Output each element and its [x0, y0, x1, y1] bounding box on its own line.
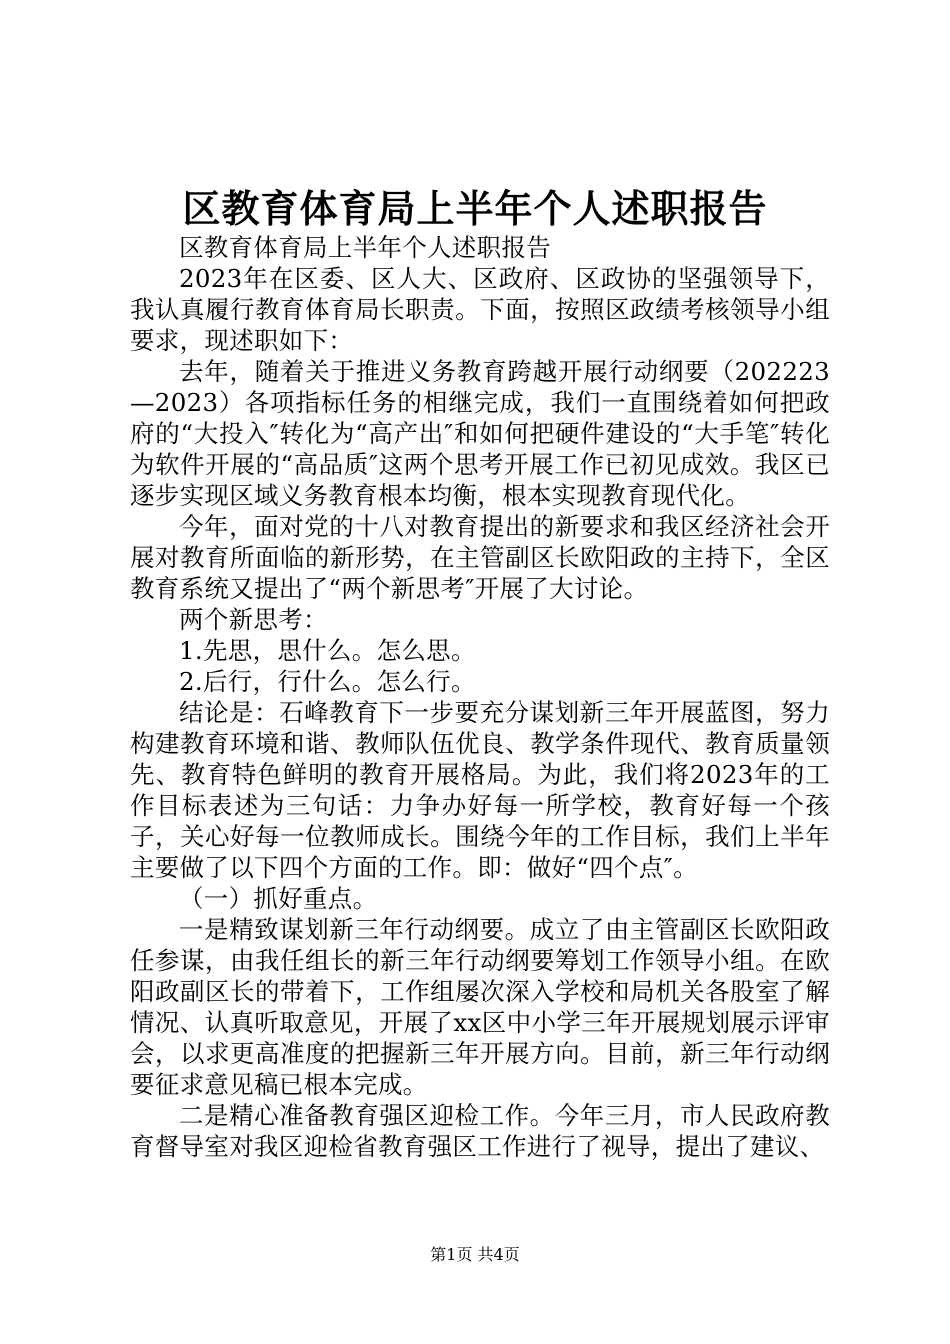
document-title: 区教育体育局上半年个人述职报告 — [182, 186, 768, 231]
paragraph-item-1: 一是精致谋划新三年行动纲要。成立了由主管副区长欧阳政任参谋，由我任组长的新三年行动纲要筹划工作领导小组。在欧阳政副区长的带着下，工作组屡次深入学校和局机关各股室了解情况、认真听取意见，开展了xx区中小学三年开展规划展示评审会，以求更高准度的把握新三年开展方向。目前，新三年行动纲要征求意见稿已根本完成。 — [130, 915, 830, 1099]
paragraph-subtitle: 区教育体育局上半年个人述职报告 — [179, 233, 551, 262]
page-footer: 第1页 共4页 — [430, 1245, 520, 1264]
paragraph-intro: 2023年在区委、区人大、区政府、区政协的坚强领导下，我认真履行教育体育局长职责。下面，按照区政绩考核领导小组要求，现述职如下： — [130, 264, 830, 355]
paragraph-thought-2: 2.后行，行什么。怎么行。 — [179, 667, 476, 696]
paragraph-this-year: 今年，面对党的十八对教育提出的新要求和我区经济社会开展对教育所面临的新形势，在主管副区长欧阳政的主持下，全区教育系统又提出了“两个新思考″开展了大讨论。 — [130, 512, 830, 603]
paragraph-two-thoughts-heading: 两个新思考： — [179, 605, 328, 634]
document-body — [130, 232, 830, 1162]
paragraph-last-year: 去年，随着关于推进义务教育跨越开展行动纲要（202223—2023）各项指标任务的相继完成，我们一直围绕着如何把政府的“大投入″转化为“高产出″和如何把硬件建设的“大手笔″转化为软件开展的“高品质″这两个思考开展工作已初见成效。我区已逐步实现区域义务教育根本均衡，根本实现教育现代化。 — [130, 357, 830, 510]
paragraph-conclusion: 结论是：石峰教育下一步要充分谋划新三年开展蓝图，努力构建教育环境和谐、教师队伍优良、教学条件现代、教育质量领先、教育特色鲜明的教育开展格局。为此，我们将2023年的工作目标表述为三句话：力争办好每一所学校，教育好每一个孩子，关心好每一位教师成长。围绕今年的工作目标，我们上半年主要做了以下四个方面的工作。即：做好“四个点″。 — [130, 698, 830, 882]
paragraph-item-2: 二是精心准备教育强区迎检工作。今年三月，市人民政府教育督导室对我区迎检省教育强区工作进行了视导，提出了建议、 — [130, 1101, 830, 1161]
section-heading-1: （一）抓好重点。 — [179, 884, 378, 913]
paragraph-thought-1: 1.先思，思什么。怎么思。 — [179, 636, 476, 665]
